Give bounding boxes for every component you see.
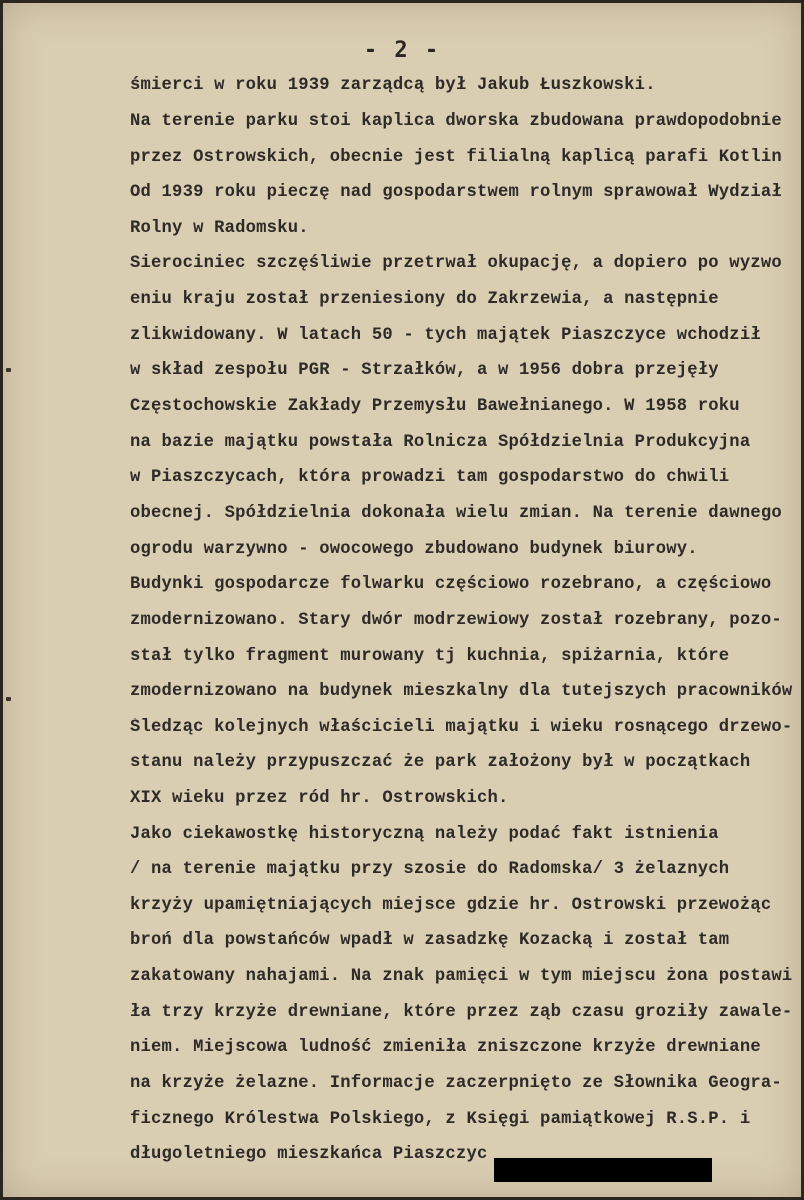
text-line: obecnej. Spółdzielnia dokonała wielu zmian. Na terenie dawnego [130, 504, 782, 523]
margin-mark [6, 368, 11, 372]
text-line: Jako ciekawostkę historyczną należy podać fakt istnienia [130, 825, 719, 844]
text-line: XIX wieku przez ród hr. Ostrowskich. [130, 789, 509, 808]
text-line: przez Ostrowskich, obecnie jest filialną kaplicą parafi Kotlin [130, 148, 782, 167]
text-line: zmodernizowano na budynek mieszkalny dla tutejszych pracowników [130, 682, 793, 701]
text-line: Rolny w Radomsku. [130, 219, 309, 238]
text-line: stanu należy przypuszczać że park założony był w początkach [130, 753, 751, 772]
text-line: ła trzy krzyże drewniane, które przez ząb czasu groziły zawale- [130, 1003, 793, 1022]
text-line: ficznego Królestwa Polskiego, z Księgi pamiątkowej R.S.P. i [130, 1110, 751, 1129]
text-line: długoletniego mieszkańca Piaszczyc [130, 1145, 488, 1164]
text-line: Budynki gospodarcze folwarku częściowo rozebrano, a częściowo [130, 575, 772, 594]
text-line: krzyży upamiętniających miejsce gdzie hr. Ostrowski przewożąc [130, 896, 772, 915]
text-line: Na terenie parku stoi kaplica dworska zbudowana prawdopodobnie [130, 112, 782, 131]
text-line: na krzyże żelazne. Informacje zaczerpnięto ze Słownika Geogra- [130, 1074, 782, 1093]
text-line: ogrodu warzywno - owocowego zbudowano budynek biurowy. [130, 540, 698, 559]
text-line: Częstochowskie Zakłady Przemysłu Bawełnianego. W 1958 roku [130, 397, 740, 416]
text-line: broń dla powstańców wpadł w zasadzkę Kozacką i został tam [130, 931, 730, 950]
redaction-bar [494, 1158, 712, 1182]
text-line: eniu kraju został przeniesiony do Zakrzewia, a następnie [130, 290, 719, 309]
text-line: zmodernizowano. Stary dwór modrzewiowy został rozebrany, pozo- [130, 611, 782, 630]
text-line: w skład zespołu PGR - Strzałków, a w 1956 dobra przejęły [130, 361, 719, 380]
text-line: Sierociniec szczęśliwie przetrwał okupację, a dopiero po wyzwo [130, 254, 782, 273]
text-line: zakatowany nahajami. Na znak pamięci w tym miejscu żona postawi [130, 967, 793, 986]
page-number: - 2 - [363, 38, 441, 63]
text-line: zlikwidowany. W latach 50 - tych majątek Piaszczyce wchodził [130, 326, 761, 345]
margin-mark [6, 697, 11, 701]
text-line: Śledząc kolejnych właścicieli majątku i wieku rosnącego drzewo- [130, 718, 793, 737]
text-line: niem. Miejscowa ludność zmieniła zniszczone krzyże drewniane [130, 1038, 761, 1057]
text-line: Od 1939 roku pieczę nad gospodarstwem rolnym sprawował Wydział [130, 183, 782, 202]
text-line: w Piaszczycach, która prowadzi tam gospodarstwo do chwili [130, 468, 730, 487]
text-line: śmierci w roku 1939 zarządcą był Jakub Łuszkowski. [130, 76, 656, 95]
text-line: / na terenie majątku przy szosie do Radomska/ 3 żelaznych [130, 860, 730, 879]
text-line: stał tylko fragment murowany tj kuchnia, spiżarnia, które [130, 647, 730, 666]
text-line: na bazie majątku powstała Rolnicza Spółdzielnia Produkcyjna [130, 433, 751, 452]
